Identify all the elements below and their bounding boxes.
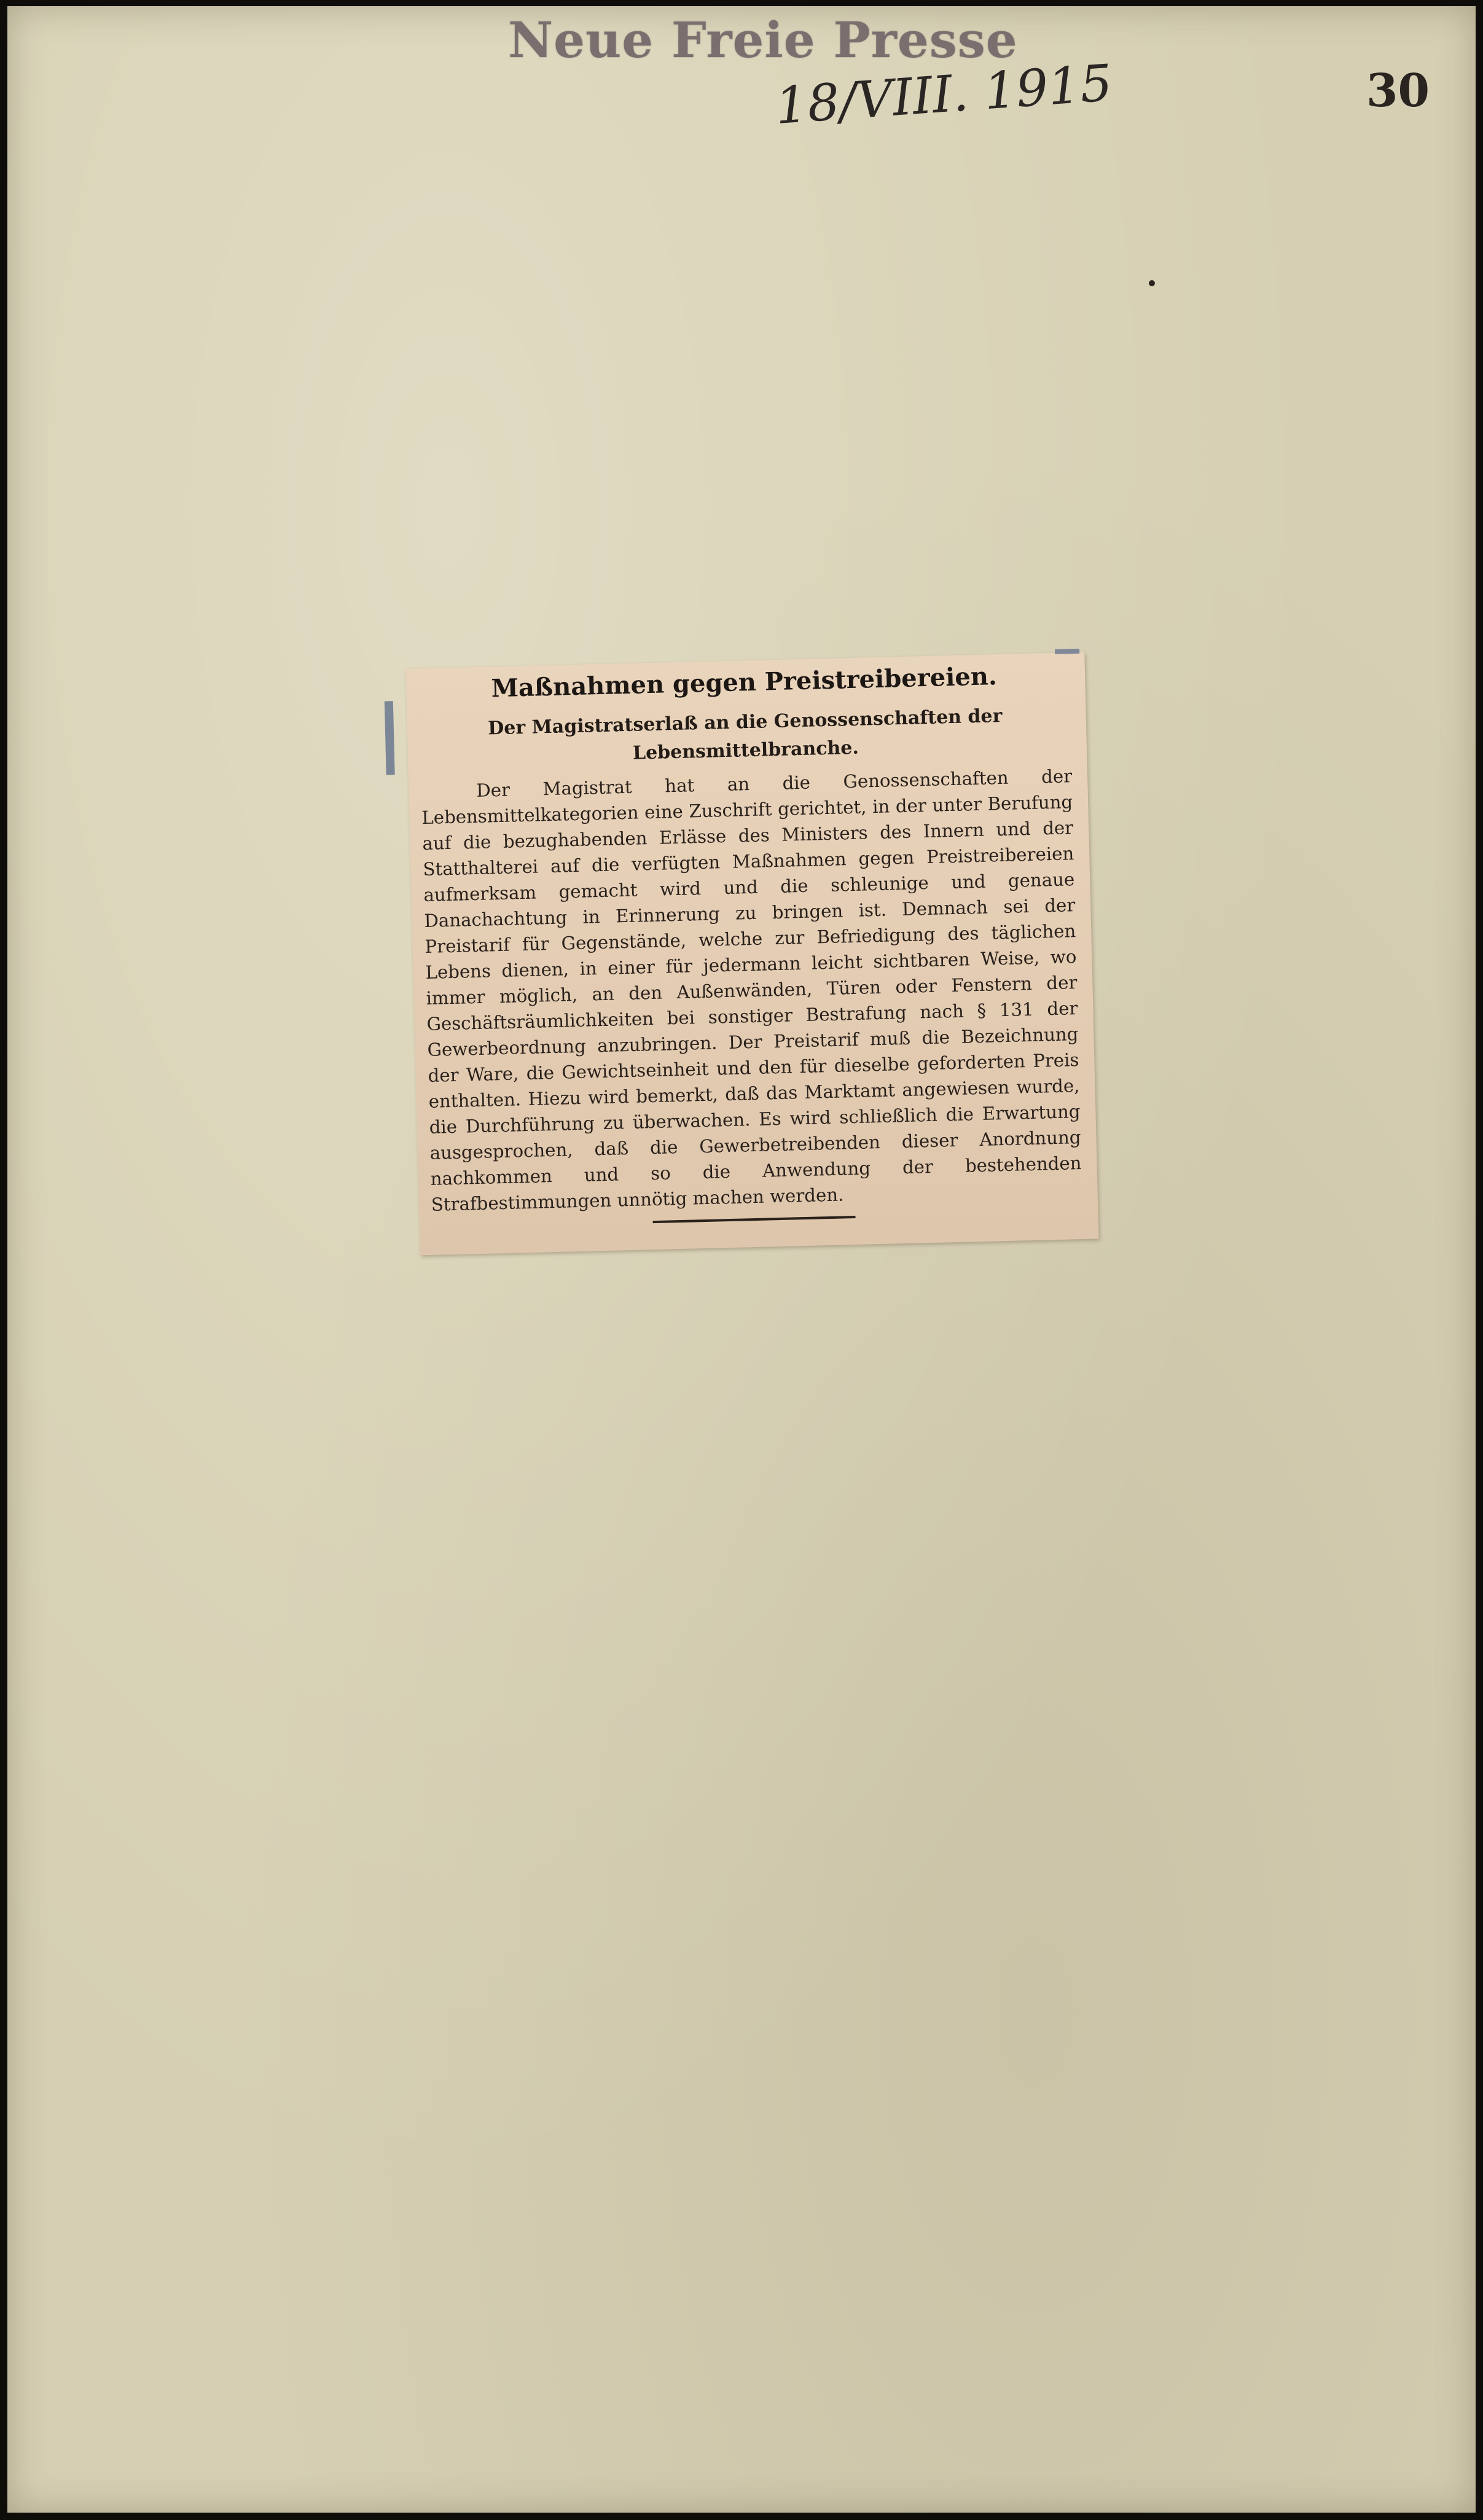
archive-sheet bbox=[7, 6, 1476, 2513]
newspaper-clipping bbox=[405, 652, 1098, 1256]
clipping-headline: Maßnahmen gegen Preistreibereien. bbox=[491, 662, 998, 703]
paper-speck bbox=[1149, 280, 1155, 286]
handwritten-date: 18/VIII. 1915 bbox=[773, 53, 1114, 136]
clipping-body: Der Magistrat hat an die Genossenschaften der Lebensmittelkategorien eine Zuschrift gerichtet, in der unter Berufung auf die bezughabenden Erlässe des Ministers des Innern und der Statthalterei auf die verfügten Maßnahmen gegen Preistreibereien aufmerksam gemacht wird und die schleunige und genaue Danachachtung in Erinnerung zu bringen ist. Demnach sei der Preistarif für Gegenstände, welche zur Befriedigung des täglichen Lebens dienen, in einer für jedermann leicht sichtbaren Weise, wo immer möglich, an den Außenwänden, Türen oder Fenstern der Geschäftsräumlichkeiten bei sonstiger Bestrafung nach § 131 der Gewerbeordnung anzubringen. Der Preistarif muß die Bezeichnung der Ware, die Gewichtseinheit und den für dieselbe geforderten Preis enthalten. Hiezu wird bemerkt, daß das Marktamt angewiesen wurde, die Durchführung zu überwachen. Es wird schließlich die Erwartung ausgesprochen, daß die Gewerbetreibenden dieser Anordnung nachkommen und so die Anwendung der bestehenden Strafbestimmungen unnötig machen werden. bbox=[421, 765, 1082, 1215]
blue-pencil-mark bbox=[385, 701, 395, 775]
clipping-subhead: Der Magistratserlaß an die Genossenschaften der Lebensmittelbranche. bbox=[487, 705, 1003, 764]
end-rule bbox=[653, 1216, 856, 1223]
page-number: 30 bbox=[1366, 65, 1430, 117]
blue-pencil-mark bbox=[1055, 649, 1079, 654]
newspaper-stamp: Neue Freie Presse bbox=[508, 11, 1018, 69]
